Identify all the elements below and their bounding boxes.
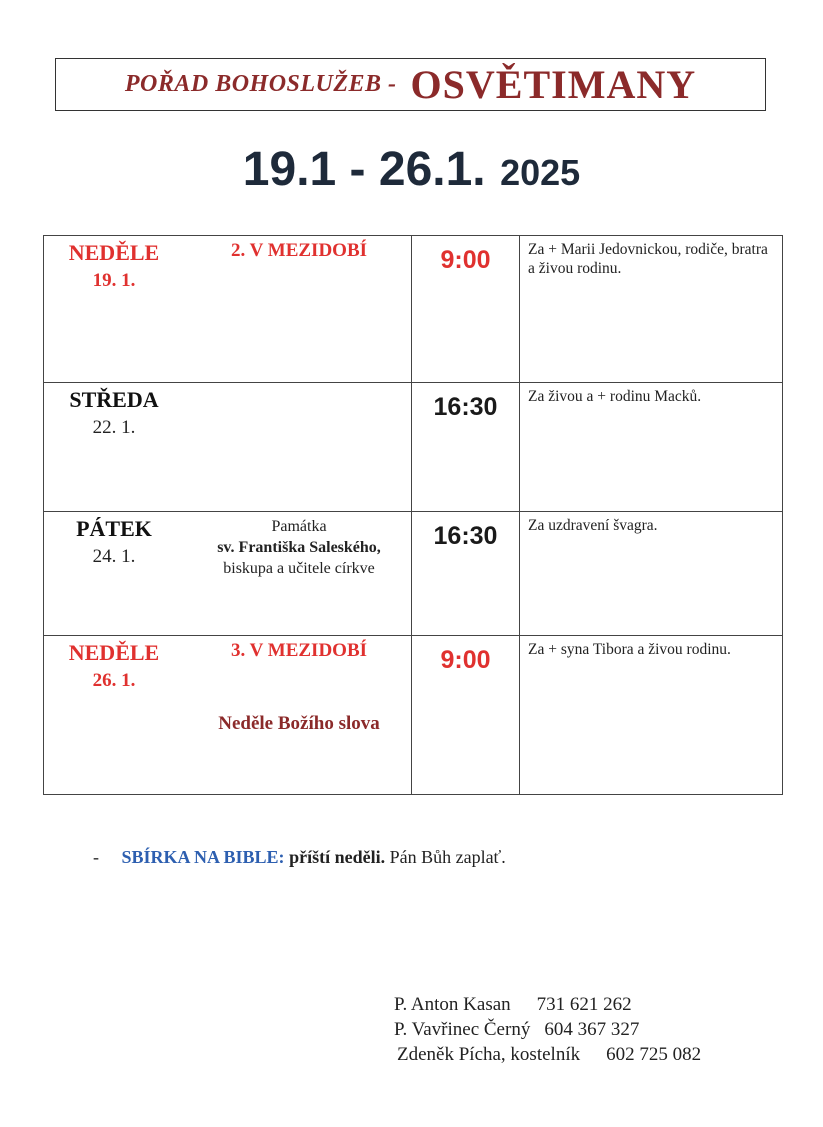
- table-row: [44, 383, 783, 512]
- header-subtitle: POŘAD BOHOSLUŽEB -: [124, 71, 397, 97]
- mass-intention: Za živou a + rodinu Macků.: [520, 383, 783, 512]
- note-thanks: Pán Bůh zaplať.: [389, 847, 506, 867]
- date-range: 19.1 - 26.1.: [242, 143, 486, 196]
- contact-row: [397, 1042, 701, 1067]
- day-name: NEDĚLE: [68, 240, 160, 265]
- feast-note: [199, 516, 399, 579]
- feast-title: 3. V MEZIDOBÍ: [230, 640, 368, 661]
- day-date: 22. 1.: [92, 417, 136, 438]
- mass-time: 16:30: [412, 383, 520, 512]
- contact-row: [394, 1017, 701, 1042]
- contact-row: [394, 992, 701, 1017]
- day-cell: [44, 512, 412, 636]
- feast-note-line: Památka: [271, 518, 327, 535]
- mass-intention: Za uzdravení švagra.: [520, 512, 783, 636]
- day-cell: [44, 383, 412, 512]
- feast-title: 2. V MEZIDOBÍ: [230, 240, 368, 261]
- contact-phone: 602 725 082: [606, 1044, 702, 1065]
- contact-phone: 731 621 262: [536, 994, 632, 1015]
- mass-intention: Za + Marii Jedovnickou, rodiče, bratra a živou rodinu.: [520, 236, 783, 383]
- feast-note-line: biskupa a učitele církve: [223, 560, 375, 577]
- collection-note: [93, 847, 506, 868]
- note-lead: SBÍRKA NA BIBLE:: [121, 847, 285, 867]
- table-row: [44, 236, 783, 383]
- table-row: [44, 636, 783, 795]
- day-cell: [44, 636, 412, 795]
- header-place: OSVĚTIMANY: [410, 62, 697, 107]
- mass-time: 9:00: [412, 236, 520, 383]
- feast-extra: Neděle Božího slova: [218, 713, 380, 734]
- table-row: [44, 512, 783, 636]
- schedule-table: [43, 235, 783, 795]
- contact-name: P. Vavřinec Černý: [394, 1019, 531, 1040]
- mass-time: 16:30: [412, 512, 520, 636]
- header-box: [55, 58, 766, 111]
- date-range-heading: [0, 142, 823, 197]
- day-name: NEDĚLE: [68, 640, 160, 665]
- day-date: 19. 1.: [92, 270, 136, 291]
- contact-name: Zdeněk Pícha, kostelník: [397, 1044, 581, 1065]
- mass-time: 9:00: [412, 636, 520, 795]
- day-cell: [44, 236, 412, 383]
- contact-phone: 604 367 327: [544, 1019, 640, 1040]
- feast-note-saint: sv. Františka Saleského,: [217, 539, 381, 556]
- mass-intention: Za + syna Tibora a živou rodinu.: [520, 636, 783, 795]
- contact-name: P. Anton Kasan: [394, 994, 511, 1015]
- day-date: 26. 1.: [92, 670, 136, 691]
- note-dash: -: [93, 847, 99, 867]
- contacts-block: [394, 992, 701, 1067]
- date-year: 2025: [500, 152, 581, 193]
- day-date: 24. 1.: [92, 546, 136, 567]
- day-name: PÁTEK: [76, 516, 152, 541]
- day-name: STŘEDA: [69, 387, 159, 412]
- note-when: příští neděli.: [289, 847, 386, 867]
